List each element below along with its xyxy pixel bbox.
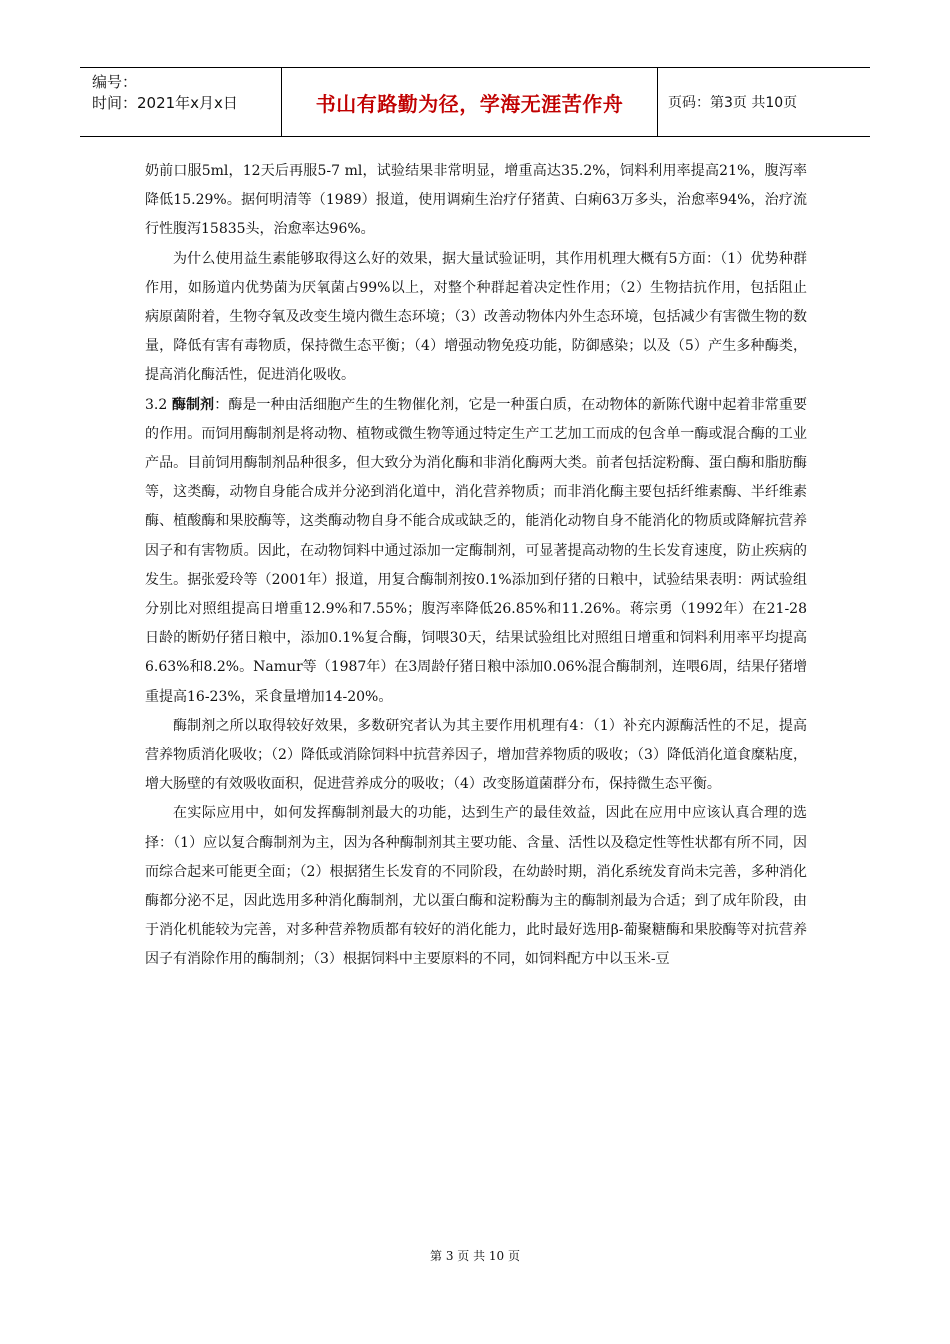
document-body <box>145 157 807 975</box>
page-header <box>80 67 870 137</box>
header-page-number: 页码：第3页 共10页 <box>668 95 798 111</box>
header-meta <box>80 68 282 136</box>
document-number-label: 编号： <box>92 73 138 91</box>
section-number: 3.2 <box>145 396 172 413</box>
header-motto: 书山有路勤为径，学海无涯苦作舟 <box>282 68 658 136</box>
page-footer: 第 3 页 共 10 页 <box>430 1249 520 1263</box>
paragraph-4: 酶制剂之所以取得较好效果，多数研究者认为其主要作用机理有4：（1）补充内源酶活性的不足，提高营养物质消化吸收；（2）降低或消除饲料中抗营养因子，增加营养物质的吸收；（3）降低消化道食糜粘度，增大肠壁的有效吸收面积，促进营养成分的吸收；（4）改变肠道菌群分布，保持微生态平衡。 <box>145 717 807 793</box>
paragraph-5: 在实际应用中，如何发挥酶制剂最大的功能，达到生产的最佳效益，因此在应用中应该认真合理的选择：（1）应以复合酶制剂为主，因为各种酶制剂其主要功能、含量、活性以及稳定性等性状都有所不同，因而综合起来可能更全面；（2）根据猪生长发育的不同阶段，在幼龄时期，消化系统发育尚未完善，多种消化酶都分泌不足，因此选用多种消化酶制剂，尤以蛋白酶和淀粉酶为主的酶制剂最为合适；到了成年阶段，由于消化机能较为完善，对多种营养物质都有较好的消化能力，此时最好选用β-葡聚糖酶和果胶酶等对抗营养因子有消除作用的酶制剂；（3）根据饲料中主要原料的不同，如饲料配方中以玉米-豆 <box>145 805 807 968</box>
paragraph-2: 为什么使用益生素能够取得这么好的效果，据大量试验证明，其作用机理大概有5方面：（1）优势种群作用，如肠道内优势菌为厌氧菌占99%以上，对整个种群起着决定性作用；（2）生物拮抗作用，包括阻止病原菌附着，生物夺氧及改变生境内微生态环境；（3）改善动物体内外生态环境，包括减少有害微生物的数量，降低有害有毒物质，保持微生态平衡；（4）增强动物免疫功能，防御感染；以及（5）产生多种酶类，提高消化酶活性，促进消化吸收。 <box>145 250 807 384</box>
paragraph-1: 奶前口服5ml，12天后再服5-7 ml，试验结果非常明显，增重高达35.2%，饲料利用率提高21%，腹泻率降低15.29%。据何明清等（1989）报道，使用调痢生治疗仔猪黄、白痢63万多头，治愈率94%，治疗流行性腹泻15835头，治愈率达96%。 <box>145 163 807 238</box>
section-title: 酶制剂 <box>171 396 215 413</box>
section-paragraph: ：酶是一种由活细胞产生的生物催化剂，它是一种蛋白质，在动物体的新陈代谢中起着非常重要的作用。而饲用酶制剂是将动物、植物或微生物等通过特定生产工艺加工而成的包含单一酶或混合酶的工业产品。目前饲用酶制剂品种很多，但大致分为消化酶和非消化酶两大类。前者包括淀粉酶、蛋白酶和脂肪酶等，这类酶，动物自身能合成并分泌到消化道中，消化营养物质；而非消化酶主要包括纤维素酶、半纤维素酶、植酸酶和果胶酶等，这类酶动物自身不能合成或缺乏的，能消化动物自身不能消化的物质或降解抗营养因子和有害物质。因此，在动物饲料中通过添加一定酶制剂，可显著提高动物的生长发育速度，防止疾病的发生。据张爱玲等（2001年）报道，用复合酶制剂按0.1%添加到仔猪的日粮中，试验结果表明：两试验组分别比对照组提高日增重12.9%和7.55%；腹泻率降低26.85%和11.26%。蒋宗勇（1992年）在21-28日龄的断奶仔猪日粮中，添加0.1%复合酶，饲喂30天，结果试验组比对照组日增重和饲料利用率平均提高6.63%和8.2%。Namur等（1987年）在3周龄仔猪日粮中添加0.06%混合酶制剂，连喂6周，结果仔猪增重提高16-23%，采食量增加14-20%。 <box>145 396 808 705</box>
section-3-2 <box>145 391 807 712</box>
document-time-label: 时间：2021年x月x日 <box>92 94 238 112</box>
